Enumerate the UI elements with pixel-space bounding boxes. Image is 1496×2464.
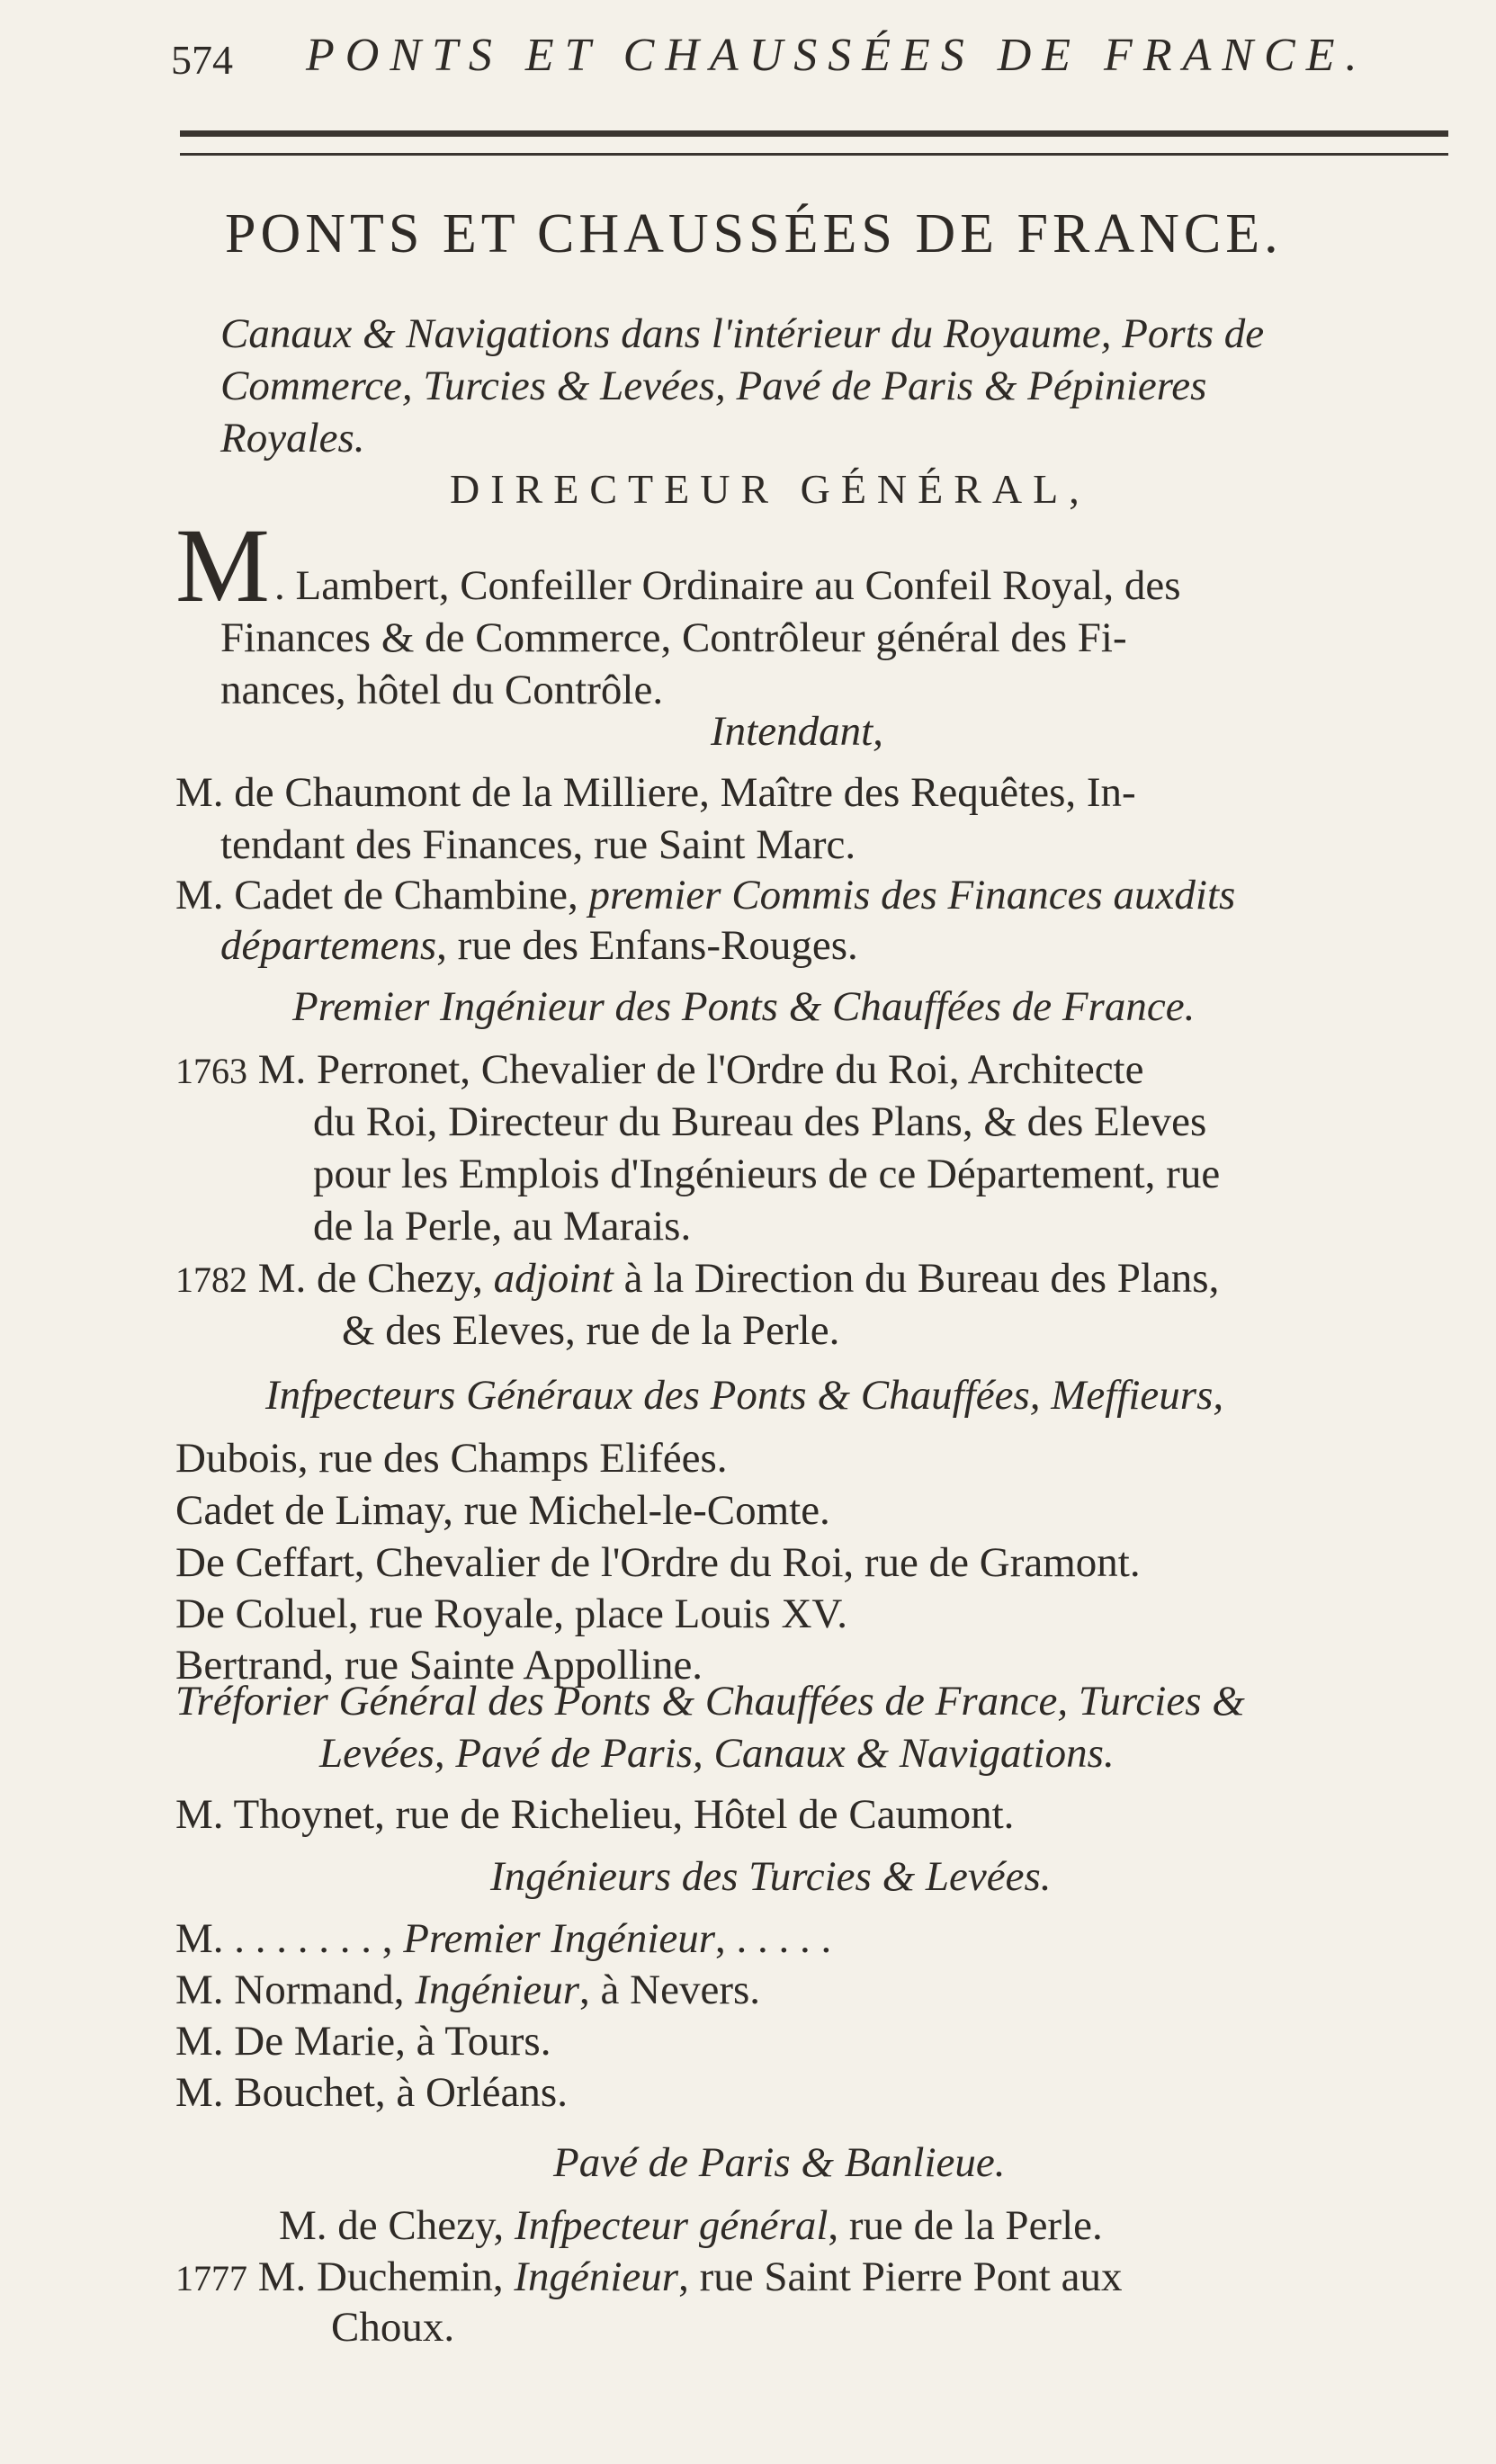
entry-text: M. Cadet de Chambine, (175, 872, 589, 918)
header-rule-thin (180, 153, 1448, 156)
entry-title: Infpecteur général (514, 2202, 829, 2249)
page-title: PONTS ET CHAUSSÉES DE FRANCE. (225, 203, 1283, 264)
subtitle-line: Commerce, Turcies & Levées, Pavé de Paris & Pépinieres (220, 363, 1207, 409)
entry-text: , à Nevers. (579, 1967, 761, 2013)
page-number: 574 (171, 37, 233, 83)
entry-line: & des Eleves, rue de la Perle. (342, 1307, 840, 1354)
entry-line (175, 869, 1235, 921)
entry-line: nances, hôtel du Contrôle. (220, 667, 664, 713)
subtitle-line: Royales. (220, 415, 365, 461)
section-heading-turcies: Ingénieurs des Turcies & Levées. (490, 1853, 1052, 1900)
entry-line: Bertrand, rue Sainte Appolline. (175, 1642, 703, 1689)
entry-line: De Coluel, rue Royale, place Louis XV. (175, 1590, 848, 1637)
entry-text: , rue de la Perle. (828, 2202, 1103, 2249)
entry-line (220, 919, 858, 972)
entry-line: tendant des Finances, rue Saint Marc. (220, 821, 856, 868)
entry-line (175, 2251, 1122, 2305)
entry-text: , rue Saint Pierre Pont aux (678, 2253, 1123, 2300)
entry-title: premier Commis des Finances auxdits (588, 872, 1236, 918)
entry-line: M. De Marie, à Tours. (175, 2018, 551, 2065)
section-heading-tresorier: Tréforier Général des Ponts & Chauffées de France, Turcies & (175, 1678, 1245, 1725)
entry-text: M. Perronet, Chevalier de l'Ordre du Roi, Architecte (257, 1046, 1144, 1093)
entry-line (279, 2200, 1103, 2252)
entry-line: De Ceffart, Chevalier de l'Ordre du Roi, rue de Gramont. (175, 1539, 1141, 1586)
entry-text: , . . . . . (715, 1915, 832, 1962)
entry-line (175, 1044, 1143, 1098)
entry-title: Ingénieur (415, 1967, 580, 2013)
subtitle-line: Canaux & Navigations dans l'intérieur du Royaume, Ports de (220, 310, 1265, 357)
section-heading-premier-ingenieur: Premier Ingénieur des Ponts & Chauffées de France. (292, 983, 1196, 1030)
entry-text: M. . . . . . . . , (175, 1915, 393, 1962)
section-heading-inspecteurs: Infpecteurs Généraux des Ponts & Chauffées, Meffieurs, (265, 1372, 1224, 1419)
entry-line: M. Bouchet, à Orléans. (175, 2069, 568, 2116)
entry-line: Choux. (331, 2304, 455, 2351)
entry-title: départemens (220, 922, 437, 969)
entry-text: M. de Chezy, (279, 2202, 515, 2249)
entry-line: du Roi, Directeur du Bureau des Plans, & des Eleves (313, 1098, 1207, 1145)
section-heading-directeur: DIRECTEUR GÉNÉRAL, (450, 466, 1090, 512)
header-rule-thick (180, 130, 1448, 137)
drop-cap: M (175, 506, 270, 624)
year-marker: 1763 (175, 1051, 247, 1091)
entry-line: pour les Emplois d'Ingénieurs de ce Département, rue (313, 1151, 1221, 1197)
entry-text: M. Duchemin, (257, 2253, 515, 2300)
entry-title: adjoint (493, 1255, 614, 1302)
entry-line (175, 1252, 1219, 1306)
section-heading-tresorier: Levées, Pavé de Paris, Canaux & Navigations. (319, 1730, 1115, 1777)
entry-title: Ingénieur (514, 2253, 679, 2300)
entry-line (175, 1964, 760, 2016)
entry-line (175, 1913, 831, 1965)
entry-line: M. de Chaumont de la Milliere, Maître des Requêtes, In- (175, 769, 1136, 816)
entry-title: Premier Ingénieur (403, 1915, 716, 1962)
entry-text: M. Normand, (175, 1967, 416, 2013)
entry-line: Dubois, rue des Champs Elifées. (175, 1435, 728, 1482)
section-heading-intendant: Intendant, (711, 708, 883, 755)
year-marker: 1777 (175, 2258, 247, 2298)
entry-line: . Lambert, Confeiller Ordinaire au Confeil Royal, des (274, 562, 1181, 609)
entry-line: Finances & de Commerce, Contrôleur général des Fi- (220, 614, 1127, 661)
entry-text: à la Direction du Bureau des Plans, (613, 1255, 1220, 1302)
section-heading-pave: Pavé de Paris & Banlieue. (553, 2139, 1006, 2186)
running-title: PONTS ET CHAUSSÉES DE FRANCE. (306, 30, 1368, 81)
entry-text: , rue des Enfans-Rouges. (436, 922, 858, 969)
year-marker: 1782 (175, 1259, 247, 1300)
entry-line: de la Perle, au Marais. (313, 1203, 692, 1250)
entry-line: M. Thoynet, rue de Richelieu, Hôtel de Caumont. (175, 1791, 1015, 1838)
entry-line: Cadet de Limay, rue Michel-le-Comte. (175, 1487, 830, 1534)
entry-text: M. de Chezy, (257, 1255, 494, 1302)
